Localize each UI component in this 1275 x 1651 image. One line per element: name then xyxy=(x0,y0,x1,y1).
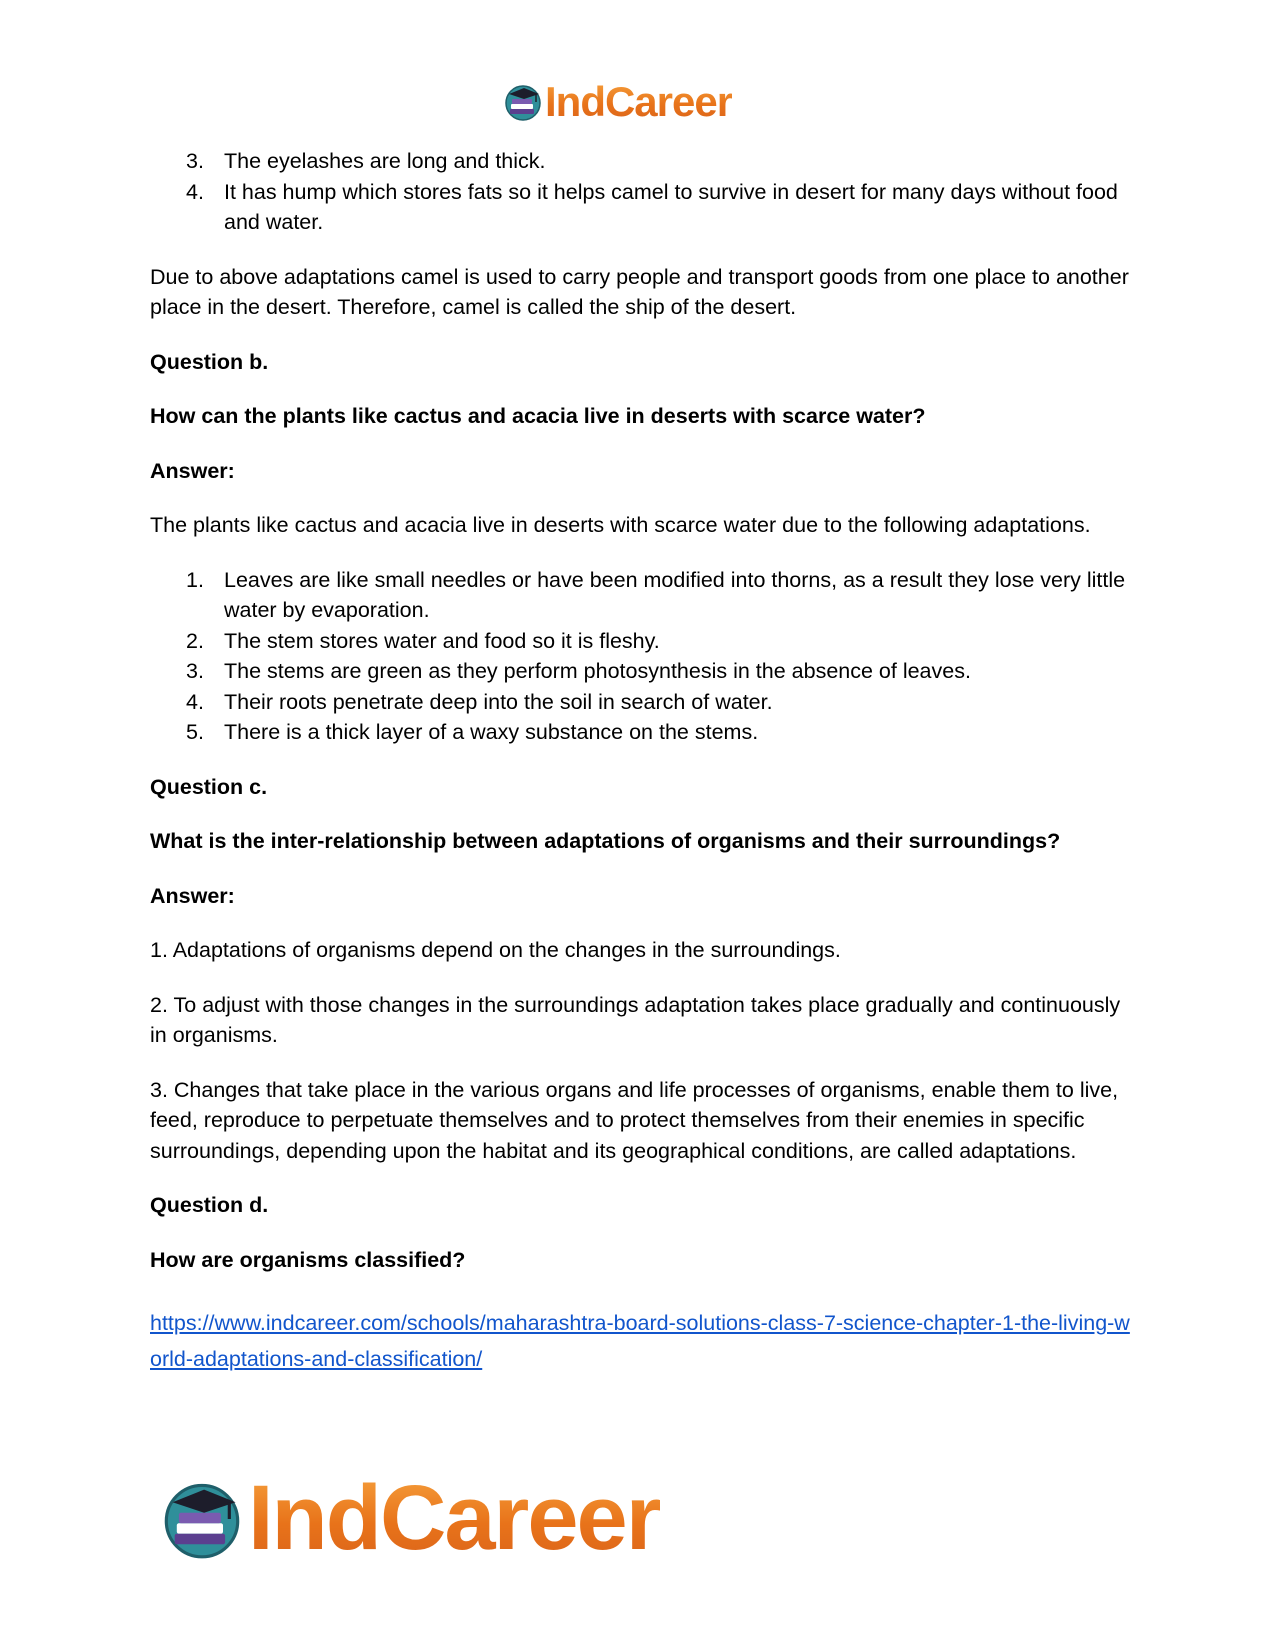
list-item xyxy=(150,687,1140,718)
graduation-cap-books-globe-icon xyxy=(503,82,543,122)
source-link[interactable]: https://www.indcareer.com/schools/maharashtra-board-solutions-class-7-science-chapter-1-the-living-world-adaptations-and-classification/ xyxy=(150,1311,1130,1371)
question-d-text: How are organisms classified? xyxy=(150,1247,466,1272)
camel-adaptation-list xyxy=(150,146,1140,238)
footer-logo-text: IndCareer xyxy=(248,1467,660,1569)
question-c-point: 2. To adjust with those changes in the surroundings adaptation takes place gradually and continuously in organisms. xyxy=(150,992,1121,1047)
list-item-text: The stems are green as they perform photosynthesis in the absence of leaves. xyxy=(224,659,971,683)
question-b-answer-label: Answer: xyxy=(150,458,235,483)
list-item-number: 3. xyxy=(186,659,204,683)
document-body xyxy=(150,146,1140,1377)
camel-paragraph: Due to above adaptations camel is used to carry people and transport goods from one place to another place in the desert. Therefore, camel is called the ship of the desert. xyxy=(150,264,1129,319)
question-c-answer-label: Answer: xyxy=(150,883,235,908)
question-c-text: What is the inter-relationship between adaptations of organisms and their surroundings? xyxy=(150,829,1061,853)
header-logo-text: IndCareer xyxy=(545,78,733,125)
list-item-text: The eyelashes are long and thick. xyxy=(224,149,546,173)
list-item-text: Their roots penetrate deep into the soil in search of water. xyxy=(224,689,773,714)
question-b-text: How can the plants like cactus and acacia live in deserts with scarce water? xyxy=(150,404,926,428)
list-item-number: 1. xyxy=(186,567,204,592)
list-item xyxy=(150,717,1140,748)
list-item-number: 4. xyxy=(186,689,204,714)
list-item xyxy=(150,626,1140,657)
question-c-point: 1. Adaptations of organisms depend on the changes in the surroundings. xyxy=(150,938,841,962)
graduation-cap-books-globe-icon xyxy=(160,1477,244,1561)
list-item xyxy=(150,177,1140,238)
question-d-label: Question d. xyxy=(150,1193,269,1217)
list-item-text: There is a thick layer of a waxy substance on the stems. xyxy=(224,720,759,744)
list-item-text: The stem stores water and food so it is fleshy. xyxy=(224,628,660,653)
footer-logo xyxy=(160,1466,660,1571)
list-item-number: 4. xyxy=(186,179,204,204)
header-logo xyxy=(503,78,732,126)
question-b-intro: The plants like cactus and acacia live in deserts with scarce water due to the following adaptations. xyxy=(150,513,1091,537)
question-b-label: Question b. xyxy=(150,349,269,374)
list-item-number: 3. xyxy=(186,149,204,173)
list-item-text: It has hump which stores fats so it helps camel to survive in desert for many days without food and water. xyxy=(224,179,1118,234)
list-item xyxy=(150,565,1140,626)
cactus-adaptation-list xyxy=(150,565,1140,748)
list-item-number: 2. xyxy=(186,628,204,653)
list-item xyxy=(150,656,1140,687)
list-item-number: 5. xyxy=(186,720,204,744)
question-c-point: 3. Changes that take place in the various organs and life processes of organisms, enable them to live, feed, reproduce to perpetuate themselves and to protect themselves from their enemies in specific surroundings, depending upon the habitat and its geographical conditions, are called adaptations. xyxy=(150,1077,1119,1163)
list-item-text: Leaves are like small needles or have been modified into thorns, as a result they lose very little water by evaporation. xyxy=(224,567,1126,622)
question-c-label: Question c. xyxy=(150,774,268,799)
list-item xyxy=(150,146,1140,177)
